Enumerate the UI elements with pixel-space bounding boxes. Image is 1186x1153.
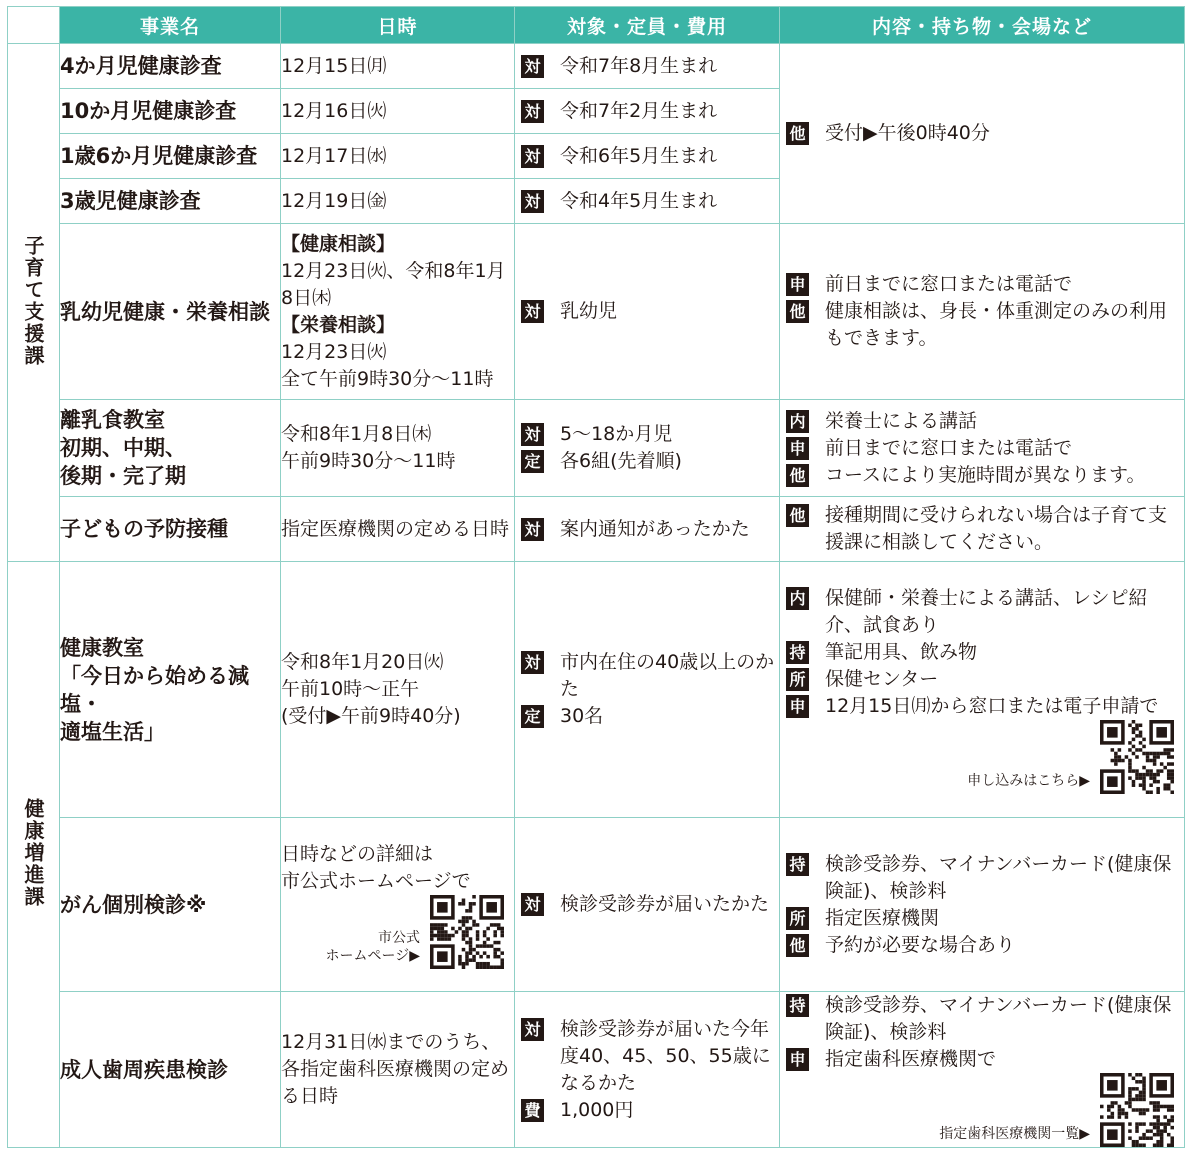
qr-caption: 申し込みはこちら▶ [967, 773, 1090, 789]
event-date: 指定医療機関の定める日時 [281, 497, 515, 562]
event-target: 対 5～18か月児 定 各6組(先着順) [515, 400, 780, 497]
header-event: 事業名 [60, 7, 281, 44]
event-date: 12月19日㈮ [281, 179, 515, 224]
target-tag-icon: 対 [521, 100, 544, 123]
apply-tag-icon: 申 [786, 695, 809, 718]
qr-caption: 指定歯科医療機関一覧▶ [939, 1126, 1090, 1142]
event-name: 離乳食教室 初期、中期、 後期・完了期 [60, 400, 281, 497]
header-target: 対象・定員・費用 [515, 7, 780, 44]
other-tag-icon: 他 [786, 464, 809, 487]
dept-childcare: 子育て支援課 [8, 44, 60, 562]
event-date: 12月17日㈬ [281, 134, 515, 179]
bring-tag-icon: 持 [786, 994, 809, 1017]
application-qr-code-icon[interactable] [1100, 720, 1174, 794]
target-tag-icon: 対 [521, 651, 544, 674]
place-tag-icon: 所 [786, 668, 809, 691]
event-target: 対 令和6年5月生まれ [515, 134, 780, 179]
event-date: 12月31日㈬までのうち、各指定歯科医療機関の定める日時 [281, 992, 515, 1148]
dept-health: 健康増進課 [8, 562, 60, 1148]
event-name: 子どもの予防接種 [60, 497, 281, 562]
event-content: 持 検診受診券、マイナンバーカード(健康保険証)、検診料 所 指定医療機関 他 予約が必要な場合あり [780, 818, 1185, 992]
apply-tag-icon: 申 [786, 437, 809, 460]
table-row [8, 497, 1185, 562]
event-content: 内 保健師・栄養士による講話、レシピ紹介、試食あり 持 筆記用具、飲み物 所 保健センター 申 12月15日㈪から窓口または電子申請で 申し込みはこちら▶ [780, 562, 1185, 818]
checkup-content: 他 受付▶午後0時40分 [780, 44, 1185, 224]
bring-tag-icon: 持 [786, 853, 809, 876]
event-content: 持 検診受診券、マイナンバーカード(健康保険証)、検診料 申 指定歯科医療機関で 指定歯科医療機関一覧▶ [780, 992, 1185, 1148]
event-name: がん個別検診※ [60, 818, 281, 992]
content-tag-icon: 内 [786, 410, 809, 433]
event-target: 対 検診受診券が届いたかた [515, 818, 780, 992]
event-name: 健康教室 「今日から始める減塩・ 適塩生活」 [60, 562, 281, 818]
event-name: 成人歯周疾患検診 [60, 992, 281, 1148]
event-name: 10か月児健康診査 [60, 89, 281, 134]
target-tag-icon: 対 [521, 423, 544, 446]
fee-tag-icon: 費 [521, 1099, 544, 1122]
homepage-qr-code-icon[interactable] [430, 895, 504, 969]
apply-tag-icon: 申 [786, 273, 809, 296]
schedule-table [7, 6, 1185, 1148]
event-name: 1歳6か月児健康診査 [60, 134, 281, 179]
target-tag-icon: 対 [521, 893, 544, 916]
event-target: 対 乳幼児 [515, 224, 780, 400]
capacity-tag-icon: 定 [521, 705, 544, 728]
target-tag-icon: 対 [521, 1018, 544, 1041]
target-tag-icon: 対 [521, 300, 544, 323]
event-date: 日時などの詳細は 市公式ホームページで 市公式 ホームページ▶ [281, 818, 515, 992]
header-row [8, 7, 1185, 44]
event-target: 対 令和7年8月生まれ [515, 44, 780, 89]
event-content: 内 栄養士による講話 申 前日までに窓口または電話で 他 コースにより実施時間が異なります。 [780, 400, 1185, 497]
event-name: 乳幼児健康・栄養相談 [60, 224, 281, 400]
table-row [8, 400, 1185, 497]
event-content: 他 接種期間に受けられない場合は子育て支援課に相談してください。 [780, 497, 1185, 562]
header-content: 内容・持ち物・会場など [780, 7, 1185, 44]
dental-clinic-list-qr-code-icon[interactable] [1100, 1073, 1174, 1147]
target-tag-icon: 対 [521, 190, 544, 213]
event-date: 12月15日㈪ [281, 44, 515, 89]
content-tag-icon: 内 [786, 587, 809, 610]
event-date: 【健康相談】 12月23日㈫、令和8年1月8日㈭ 【栄養相談】 12月23日㈫ 全て午前9時30分～11時 [281, 224, 515, 400]
other-tag-icon: 他 [786, 504, 809, 527]
other-tag-icon: 他 [786, 300, 809, 323]
table-row [8, 818, 1185, 992]
place-tag-icon: 所 [786, 907, 809, 930]
event-target: 対 案内通知があったかた [515, 497, 780, 562]
event-target: 対 令和4年5月生まれ [515, 179, 780, 224]
table-row [8, 992, 1185, 1148]
header-corner [8, 7, 60, 44]
target-tag-icon: 対 [521, 145, 544, 168]
table-row [8, 224, 1185, 400]
table-row [8, 562, 1185, 818]
apply-tag-icon: 申 [786, 1048, 809, 1071]
event-date: 令和8年1月20日㈫ 午前10時～正午 (受付▶午前9時40分) [281, 562, 515, 818]
qr-caption: 市公式 ホームページ▶ [325, 929, 420, 964]
event-name: 4か月児健康診査 [60, 44, 281, 89]
event-content: 申 前日までに窓口または電話で 他 健康相談は、身長・体重測定のみの利用もできます。 [780, 224, 1185, 400]
event-name: 3歳児健康診査 [60, 179, 281, 224]
event-target: 対 令和7年2月生まれ [515, 89, 780, 134]
other-tag-icon: 他 [786, 934, 809, 957]
target-tag-icon: 対 [521, 55, 544, 78]
capacity-tag-icon: 定 [521, 450, 544, 473]
target-tag-icon: 対 [521, 518, 544, 541]
event-date: 12月16日㈫ [281, 89, 515, 134]
header-date: 日時 [281, 7, 515, 44]
event-target: 対 市内在住の40歳以上のかた 定 30名 [515, 562, 780, 818]
event-date: 令和8年1月8日㈭ 午前9時30分～11時 [281, 400, 515, 497]
table-row [8, 44, 1185, 89]
event-target: 対 検診受診券が届いた今年度40、45、50、55歳になるかた 費 1,000円 [515, 992, 780, 1148]
other-tag-icon: 他 [786, 122, 809, 145]
bring-tag-icon: 持 [786, 641, 809, 664]
